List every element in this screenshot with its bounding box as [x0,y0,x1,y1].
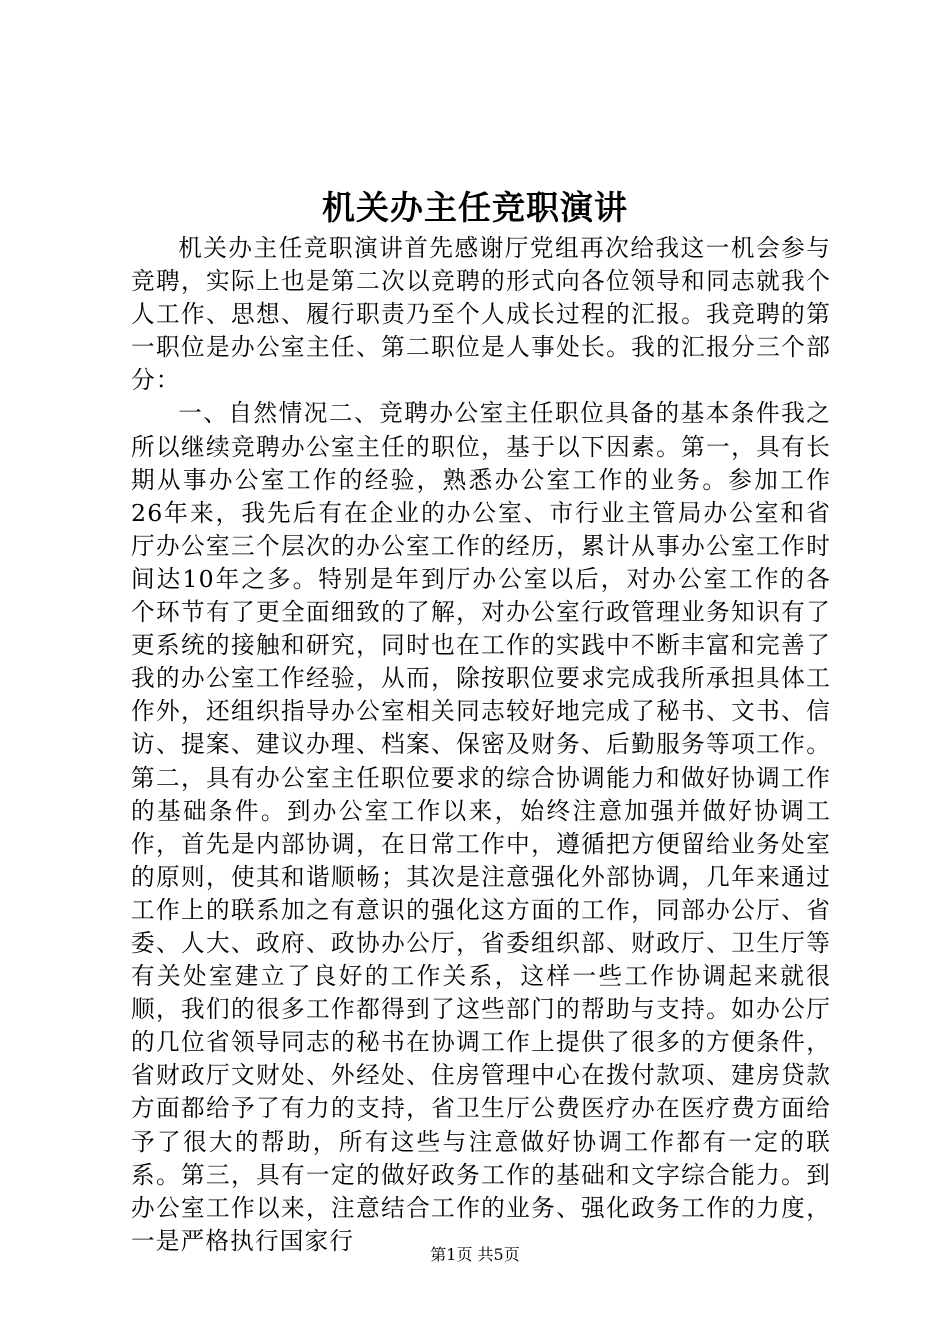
document-body [131,232,831,1258]
paragraph-intro: 机关办主任竞职演讲首先感谢厅党组再次给我这一机会参与竞聘，实际上也是第二次以竞聘的形式向各位领导和同志就我个人工作、思想、履行职责乃至个人成长过程的汇报。我竞聘的第一职位是办公室主任、第二职位是人事处长。我的汇报分三个部分： [131,234,831,395]
page-number-footer: 第1页 共5页 [430,1245,520,1264]
paragraph-qualifications: 一、自然情况二、竞聘办公室主任职位具备的基本条件我之所以继续竞聘办公室主任的职位，基于以下因素。第一，具有长期从事办公室工作的经验，熟悉办公室工作的业务。参加工作26年来，我先后有在企业的办公室、市行业主管局办公室和省厅办公室三个层次的办公室工作的经历，累计从事办公室工作时间达10年之多。特别是年到厅办公室以后，对办公室工作的各个环节有了更全面细致的了解，对办公室行政管理业务知识有了更系统的接触和研究，同时也在工作的实践中不断丰富和完善了我的办公室工作经验，从而，除按职位要求完成我所承担具体工作外，还组织指导办公室相关同志较好地完成了秘书、文书、信访、提案、建议办理、档案、保密及财务、后勤服务等项工作。第二，具有办公室主任职位要求的综合协调能力和做好协调工作的基础条件。到办公室工作以来，始终注意加强并做好协调工作，首先是内部协调，在日常工作中，遵循把方便留给业务处室的原则，使其和谐顺畅；其次是注意强化外部协调，几年来通过工作上的联系加之有意识的强化这方面的工作，同部办公厅、省委、人大、政府、政协办公厅，省委组织部、财政厅、卫生厅等有关处室建立了良好的工作关系，这样一些工作协调起来就很顺，我们的很多工作都得到了这些部门的帮助与支持。如办公厅的几位省领导同志的秘书在协调工作上提供了很多的方便条件，省财政厅文财处、外经处、住房管理中心在拨付款项、建房贷款方面都给予了有力的支持，省卫生厅公费医疗办在医疗费方面给予了很大的帮助，所有这些与注意做好协调工作都有一定的联系。第三，具有一定的做好政务工作的基础和文字综合能力。到办公室工作以来，注意结合工作的业务、强化政务工作的力度，一是严格执行国家行 [131,399,831,1255]
document-title: 机关办主任竞职演讲 [322,188,628,227]
